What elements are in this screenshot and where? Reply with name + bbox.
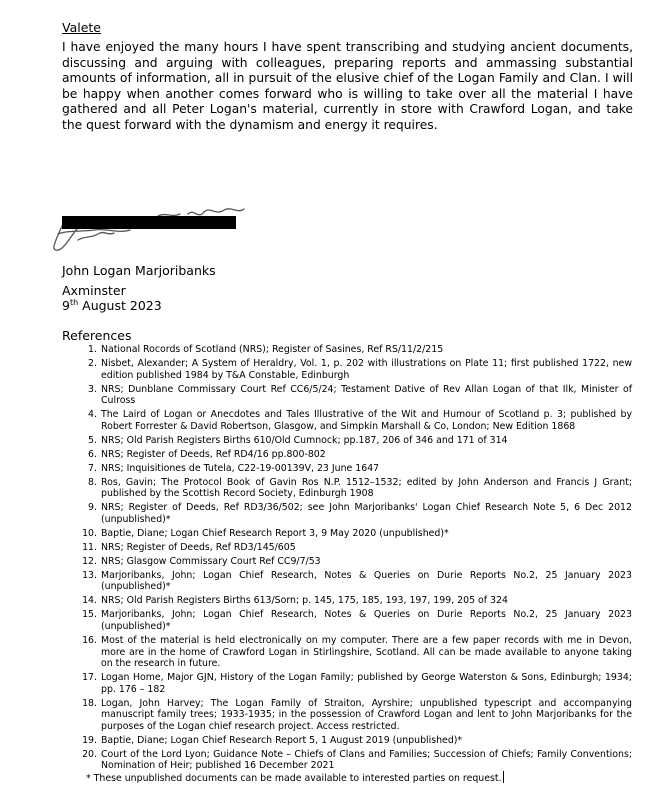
reference-item <box>80 344 632 356</box>
date-day: 9 <box>62 298 70 313</box>
reference-number: 19. <box>82 734 97 746</box>
footnote-text: * These unpublished documents can be made available to interested parties on request. <box>86 773 502 784</box>
reference-item <box>80 609 632 632</box>
reference-item <box>80 358 632 381</box>
reference-text: Baptie, Diane; Logan Chief Research Report 3, 9 May 2020 (unpublished)* <box>101 527 449 539</box>
reference-number: 7. <box>88 462 97 474</box>
signature-place: Axminster <box>62 283 126 298</box>
reference-number: 2. <box>88 357 97 369</box>
reference-text: Marjoribanks, John; Logan Chief Research, Notes & Queries on Durie Reports No.2, 25 January 2023 (unpublished)* <box>101 609 632 632</box>
reference-number: 8. <box>88 476 97 488</box>
redaction-bar <box>62 216 236 229</box>
reference-item <box>80 502 632 525</box>
reference-item <box>80 449 632 461</box>
signature-date <box>62 298 162 314</box>
reference-item <box>80 635 632 670</box>
reference-number: 5. <box>88 434 97 446</box>
reference-item <box>80 384 632 407</box>
reference-item <box>80 595 632 607</box>
reference-item <box>80 556 632 568</box>
reference-text: Ros, Gavin; The Protocol Book of Gavin Ros N.P. 1512–1532; edited by John Anderson and Francis J Grant; published by the Scottish Record Society, Edinburgh 1908 <box>101 476 632 500</box>
reference-text: The Laird of Logan or Anecdotes and Tales Illustrative of the Wit and Humour of Scotland p. 3; published by Robert Forrester & David Robertson, Glasgow, and Simpkin Marshall & Co, London; New Edition 1868 <box>101 409 632 432</box>
reference-item <box>80 477 632 500</box>
reference-number: 13. <box>82 569 97 581</box>
reference-item <box>80 672 632 695</box>
references-list <box>80 344 632 774</box>
reference-text: NRS; Glasgow Commissary Court Ref CC9/7/53 <box>101 555 321 567</box>
reference-text: National Rocords of Scotland (NRS); Register of Sasines, Ref RS/11/2/215 <box>101 344 444 355</box>
reference-number: 4. <box>88 409 97 421</box>
reference-text: NRS; Old Parish Registers Births 613/Sorn; p. 145, 175, 185, 193, 197, 199, 205 of 324 <box>101 595 508 607</box>
reference-number: 1. <box>88 344 97 355</box>
date-suffix: th <box>69 297 79 307</box>
text-cursor <box>503 771 504 783</box>
reference-item <box>80 698 632 733</box>
reference-number: 3. <box>88 383 97 395</box>
reference-text: NRS; Inquisitiones de Tutela, C22-19-00139V, 23 June 1647 <box>101 462 380 474</box>
reference-item <box>80 542 632 554</box>
reference-text: NRS; Register of Deeds, Ref RD4/16 pp.800-802 <box>101 448 326 460</box>
valete-heading: Valete <box>62 20 101 35</box>
reference-text: Baptie, Diane; Logan Chief Research Report 5, 1 August 2019 (unpublished)* <box>101 734 463 746</box>
reference-item <box>80 570 632 593</box>
reference-text: Nisbet, Alexander; A System of Heraldry, Vol. 1, p. 202 with illustrations on Plate 11; first published 1722, new edition published 1984 by T&A Constable, Edinburgh <box>101 357 632 381</box>
reference-number: 15. <box>82 609 97 621</box>
reference-number: 12. <box>82 555 97 567</box>
reference-number: 6. <box>88 448 97 460</box>
references-heading: References <box>62 328 132 343</box>
reference-item <box>80 435 632 447</box>
reference-item <box>80 735 632 747</box>
reference-text: NRS; Dunblane Commissary Court Ref CC6/5/24; Testament Dative of Rev Allan Logan of that Ilk, Minister of Culross <box>101 383 632 407</box>
reference-item <box>80 463 632 475</box>
reference-number: 18. <box>82 697 97 709</box>
reference-number: 17. <box>82 672 97 684</box>
reference-number: 9. <box>88 502 97 514</box>
footnote <box>86 771 504 785</box>
reference-number: 11. <box>82 541 97 553</box>
reference-text: Court of the Lord Lyon; Guidance Note – Chiefs of Clans and Families; Succession of Chiefs; Family Conventions; Nomination of Heir; published 16 December 2021 <box>101 748 632 772</box>
reference-text: Logan, John Harvey; The Logan Family of Straiton, Ayrshire; unpublished typescript and accompanying manuscript family trees; 1933-1935; in the possession of Crawford Logan and lent to John Marjoribanks for the purposes of the Logan chief research project. Access restricted. <box>101 697 632 732</box>
reference-text: NRS; Old Parish Registers Births 610/Old Cumnock; pp.187, 206 of 346 and 171 of 314 <box>101 434 508 446</box>
reference-text: NRS; Register of Deeds, Ref RD3/145/605 <box>101 541 296 553</box>
reference-item <box>80 409 632 432</box>
reference-number: 10. <box>82 527 97 539</box>
reference-number: 16. <box>82 634 97 646</box>
reference-text: NRS; Register of Deeds, Ref RD3/36/502; see John Marjoribanks' Logan Chief Research Note 5, 6 Dec 2012 (unpublished)* <box>101 502 632 525</box>
reference-text: Marjoribanks, John; Logan Chief Research, Notes & Queries on Durie Reports No.2, 25 January 2023 (unpublished)* <box>101 569 632 593</box>
valete-paragraph: I have enjoyed the many hours I have spent transcribing and studying ancient documents, discussing and arguing with colleagues, preparing reports and ammassing substantial amounts of information, all in pursuit of the elusive chief of the Logan Family and Clan. I will be happy when another comes forward who is willing to take over all the material I have gathered and all Peter Logan's material, currently in store with Crawford Logan, and take the quest forward with the dynamism and energy it requires. <box>62 40 633 132</box>
reference-number: 14. <box>82 595 97 607</box>
reference-item <box>80 749 632 772</box>
reference-number: 20. <box>82 748 97 760</box>
reference-text: Logan Home, Major GJN, History of the Logan Family; published by George Waterston & Sons, Edinburgh; 1934; pp. 176 – 182 <box>101 672 632 695</box>
date-rest: August 2023 <box>78 298 162 313</box>
signatory-name: John Logan Marjoribanks <box>62 263 216 278</box>
reference-item <box>80 528 632 540</box>
reference-text: Most of the material is held electronically on my computer. There are a few paper records with me in Devon, more are in the home of Crawford Logan in Stirlingshire, Scotland. All can be made available to anyone taking on the research in future. <box>101 634 632 670</box>
